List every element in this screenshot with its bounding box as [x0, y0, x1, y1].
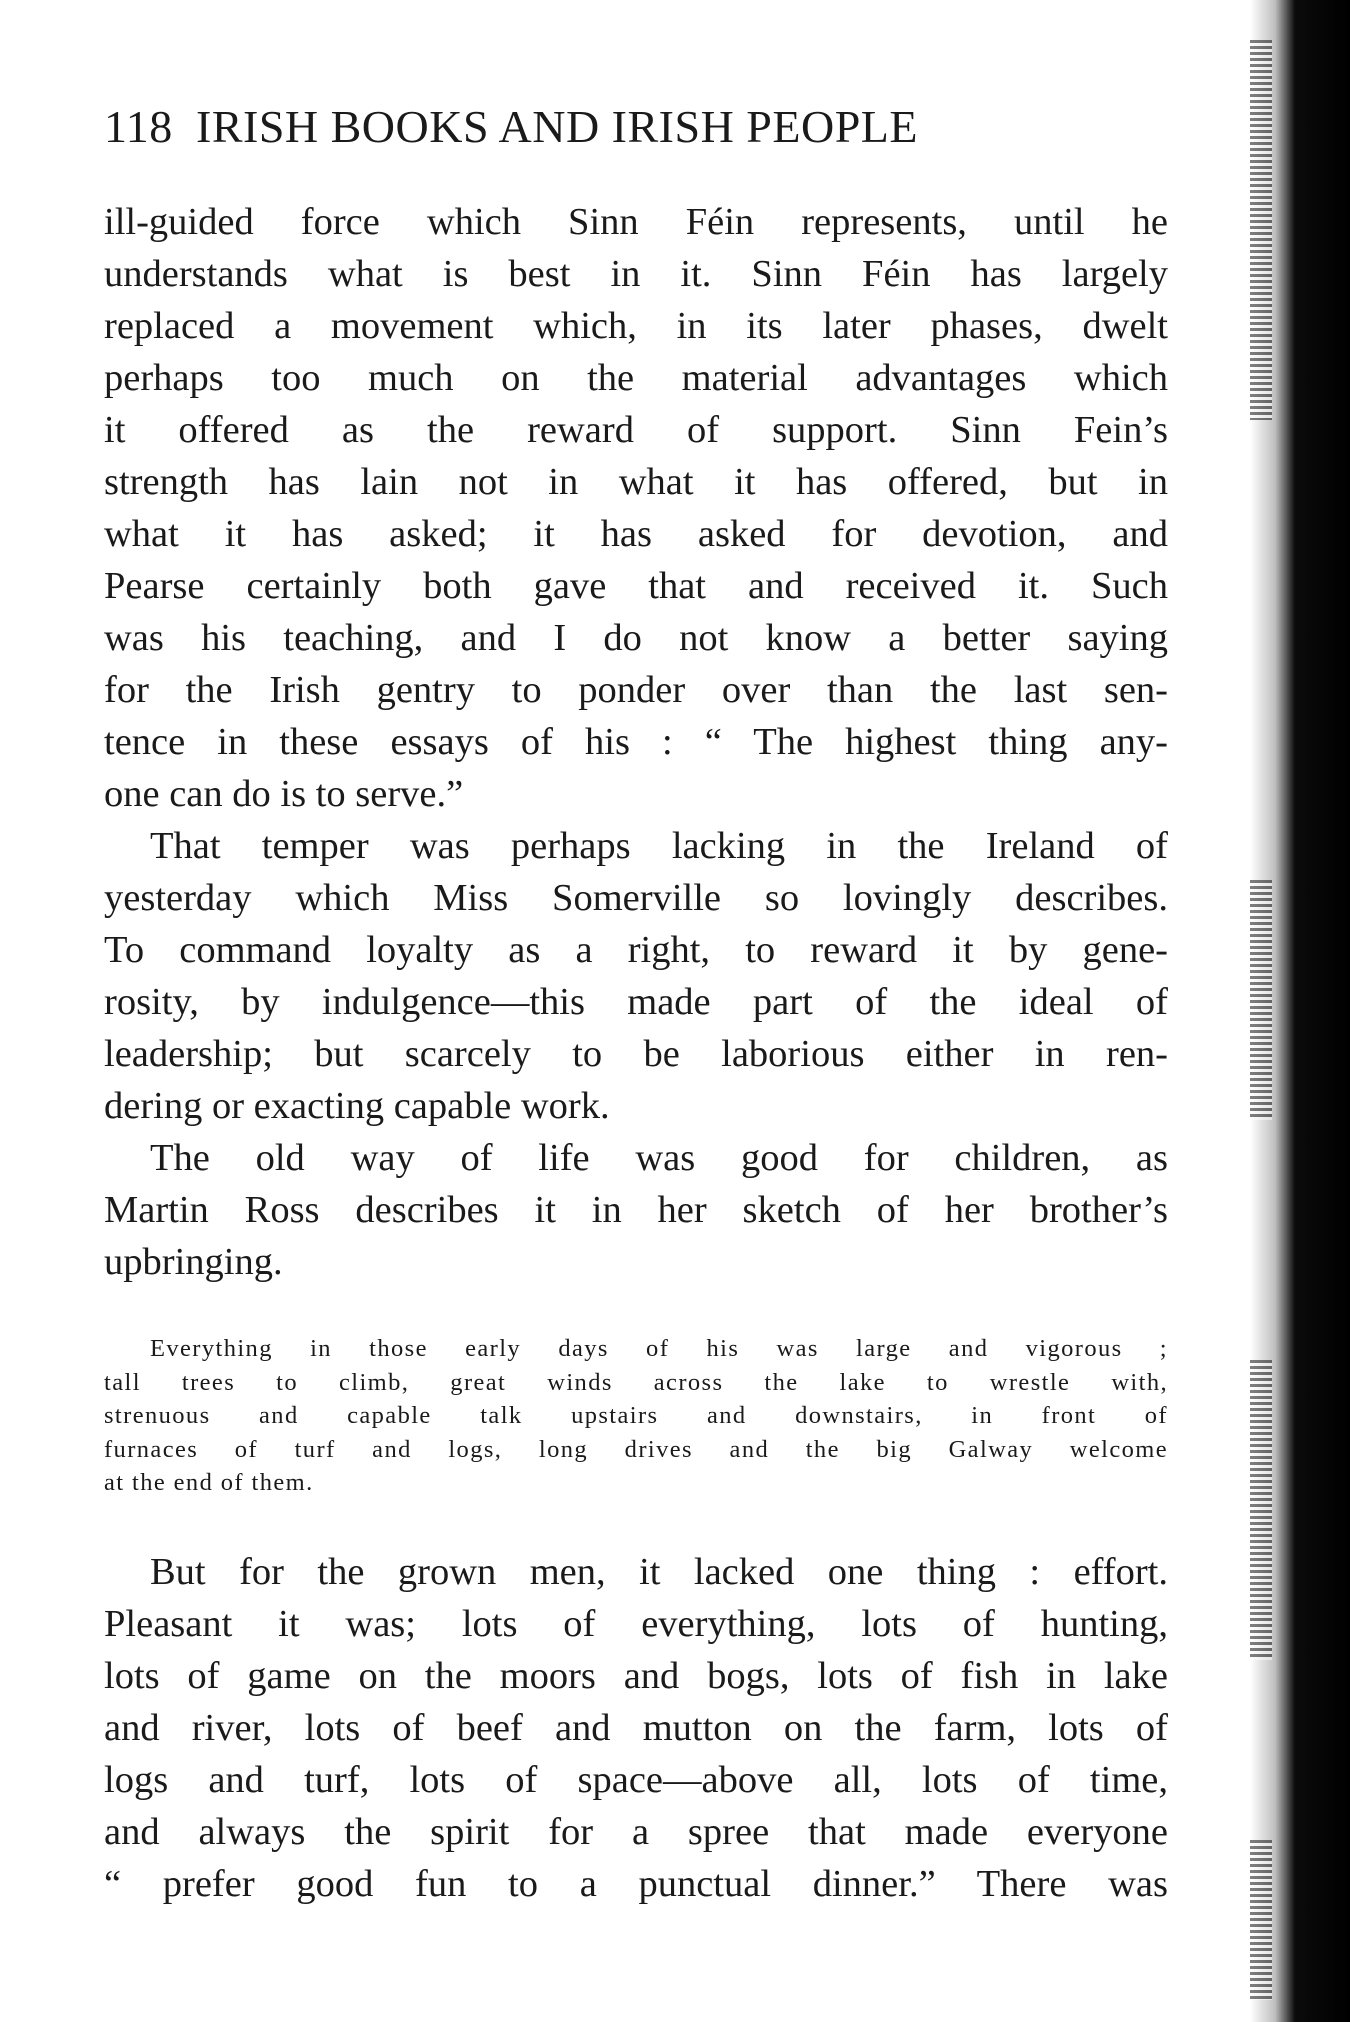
quote-line: furnaces of turf and logs, long drives and the big Galway welcome	[104, 1435, 1168, 1463]
text-line: “ prefer good fun to a punctual dinner.” There was	[104, 1862, 1168, 1905]
text-line: lots of game on the moors and bogs, lots of fish in lake	[104, 1654, 1168, 1697]
page-body	[104, 196, 1168, 1910]
text-line: one can do is to serve.”	[104, 773, 464, 815]
text-line: upbringing.	[104, 1241, 283, 1283]
scanned-binding-edge	[1250, 0, 1350, 2022]
text-line: dering or exacting capable work.	[104, 1085, 610, 1127]
quote-line: at the end of them.	[104, 1469, 314, 1496]
text-line: it offered as the reward of support. Sinn Fein’s	[104, 409, 1168, 451]
running-header	[104, 100, 1184, 153]
paragraph-1	[104, 196, 1168, 820]
text-line: understands what is best in it. Sinn Féin has largely	[104, 253, 1168, 295]
quote-line: tall trees to climb, great winds across the lake to wrestle with,	[104, 1368, 1168, 1396]
text-line: To command loyalty as a right, to reward it by gene-	[104, 929, 1168, 971]
paragraph-2	[104, 820, 1168, 1132]
paragraph-4	[104, 1546, 1168, 1910]
page-number: 118	[104, 101, 173, 152]
block-quote	[104, 1332, 1168, 1500]
text-line: replaced a movement which, in its later phases, dwelt	[104, 305, 1168, 347]
text-line: was his teaching, and I do not know a better saying	[104, 617, 1168, 659]
text-line: for the Irish gentry to ponder over than the last sen-	[104, 669, 1168, 711]
scan-noise	[1250, 40, 1272, 420]
text-line: ill-guided force which Sinn Féin represents, until he	[104, 201, 1168, 243]
text-line: Pleasant it was; lots of everything, lots of hunting,	[104, 1602, 1168, 1645]
text-line: leadership; but scarcely to be laborious either in ren-	[104, 1033, 1168, 1075]
text-line: perhaps too much on the material advantages which	[104, 357, 1168, 399]
text-line: The old way of life was good for children, as	[150, 1137, 1168, 1179]
text-line: rosity, by indulgence—this made part of the ideal of	[104, 981, 1168, 1023]
scan-noise	[1250, 880, 1272, 1120]
text-line: logs and turf, lots of space—above all, lots of time,	[104, 1758, 1168, 1801]
scan-noise	[1250, 1360, 1272, 1660]
running-title: IRISH BOOKS AND IRISH PEOPLE	[196, 101, 918, 152]
text-line: tence in these essays of his : “ The highest thing any-	[104, 721, 1168, 763]
text-line: yesterday which Miss Somerville so lovingly describes.	[104, 877, 1168, 919]
scan-noise	[1250, 1840, 1272, 2000]
text-line: That temper was perhaps lacking in the Ireland of	[150, 825, 1168, 867]
text-line: Martin Ross describes it in her sketch of her brother’s	[104, 1189, 1168, 1231]
text-line: Pearse certainly both gave that and received it. Such	[104, 565, 1168, 607]
text-line: what it has asked; it has asked for devotion, and	[104, 513, 1168, 555]
quote-line: Everything in those early days of his was large and vigorous ;	[150, 1335, 1168, 1362]
quote-line: strenuous and capable talk upstairs and downstairs, in front of	[104, 1402, 1168, 1429]
text-line: and always the spirit for a spree that made everyone	[104, 1810, 1168, 1853]
text-line: and river, lots of beef and mutton on the farm, lots of	[104, 1706, 1168, 1749]
paragraph-3	[104, 1132, 1168, 1288]
text-line: But for the grown men, it lacked one thing : effort.	[150, 1550, 1168, 1593]
text-line: strength has lain not in what it has offered, but in	[104, 461, 1168, 503]
